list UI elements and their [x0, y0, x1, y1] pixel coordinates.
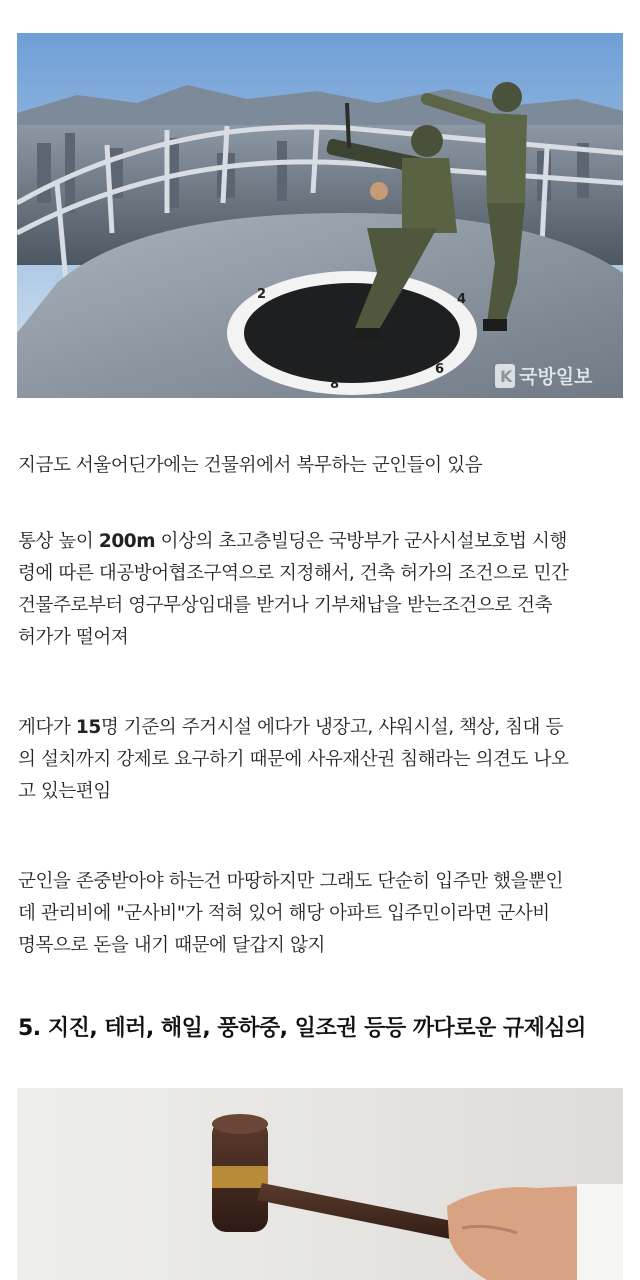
rooftop-soldiers-photo	[17, 33, 623, 398]
paragraph-4	[18, 866, 624, 962]
hand	[447, 1184, 623, 1280]
bold-text: 15	[75, 717, 101, 738]
text-line: 군인을 존중받아야 하는건 마땅하지만 그래도 단순히 입주만 했을뿐인	[18, 871, 564, 892]
dial-number: 2	[257, 287, 267, 302]
text-line: 령에 따른 대공방어협조구역으로 지정해서, 건축 허가의 조건으로 민간	[18, 563, 569, 584]
section-heading: 5. 지진, 테러, 해일, 풍하중, 일조권 등등 까다로운 규제심의	[18, 1016, 586, 1041]
dial-number: 8	[330, 377, 340, 392]
text-line: 고 있는편임	[18, 781, 111, 802]
paragraph-2	[18, 526, 624, 654]
dial-number: 6	[435, 362, 445, 377]
text-span: 명 기준의 주거시설 에다가 냉장고, 샤워시설, 책상, 침대 등	[100, 717, 563, 738]
text-line: 명목으로 돈을 내기 때문에 달갑지 않지	[18, 935, 325, 956]
paragraph-3	[18, 712, 624, 808]
bold-text: 200m	[98, 531, 156, 552]
text-line: 데 관리비에 "군사비"가 적혀 있어 해당 아파트 입주민이라면 군사비	[18, 903, 550, 924]
text-line: 건물주로부터 영구무상임대를 받거나 기부채납을 받는조건으로 건축	[18, 595, 553, 616]
watermark	[495, 364, 593, 388]
text-span: 통상 높이	[18, 531, 99, 552]
text-line	[18, 712, 624, 744]
text-line: 허가가 떨어져	[18, 627, 129, 648]
svg-text:K: K	[500, 367, 513, 386]
paragraph-1	[18, 450, 624, 482]
rooftop-scene	[17, 33, 623, 398]
gavel-scene	[17, 1088, 623, 1280]
text-line: 지금도 서울어딘가에는 건물위에서 복무하는 군인들이 있음	[18, 455, 483, 476]
text-line: 의 설치까지 강제로 요구하기 때문에 사유재산권 침해라는 의견도 나오	[18, 749, 569, 770]
watermark-text: 국방일보	[519, 366, 593, 388]
text-span: 게다가	[18, 717, 76, 738]
dial-number: 4	[457, 292, 467, 307]
text-line	[18, 526, 624, 558]
text-span: 이상의 초고층빌딩은 국방부가 군사시설보호법 시행	[155, 531, 567, 552]
gavel-photo	[17, 1088, 623, 1280]
